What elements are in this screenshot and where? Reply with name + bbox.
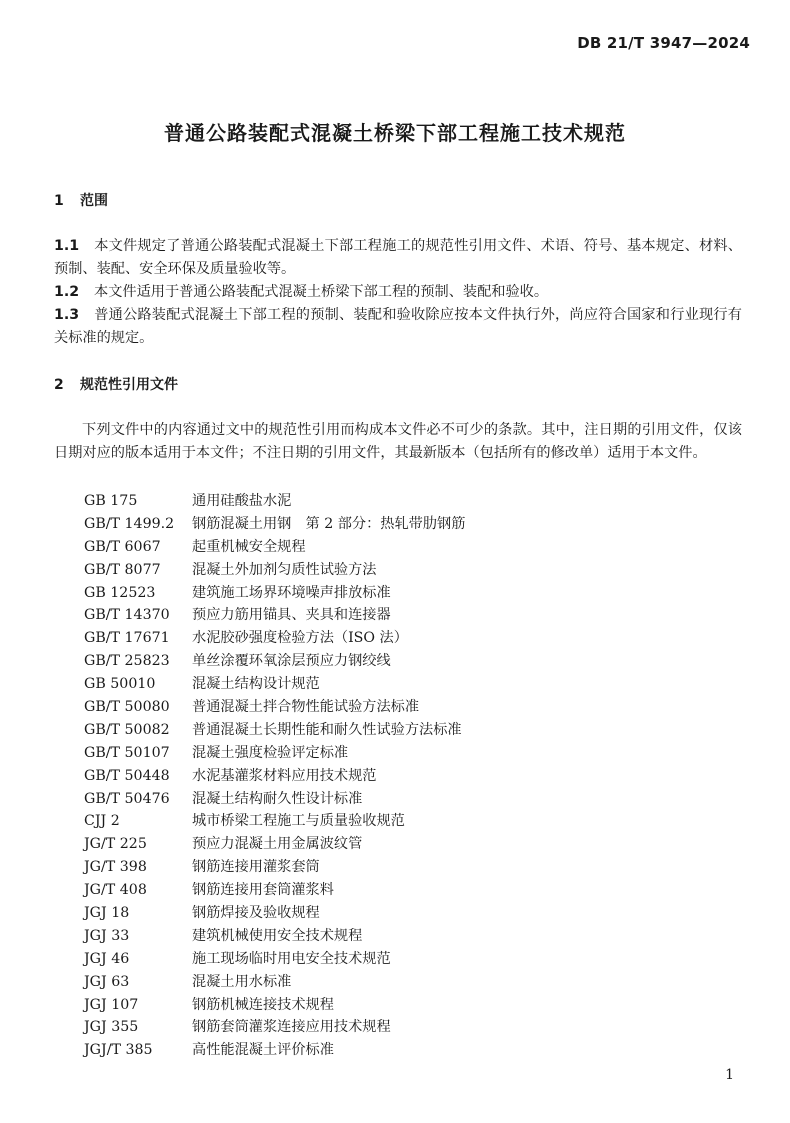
reference-title: 混凝土结构耐久性设计标准 <box>192 790 363 807</box>
reference-code: GB/T 50082 <box>84 721 170 738</box>
clause-1-3 <box>54 304 742 350</box>
reference-item <box>84 742 465 765</box>
reference-item <box>84 559 465 582</box>
reference-code: JGJ 33 <box>84 927 130 944</box>
reference-title: 建筑施工场界环境噪声排放标准 <box>192 584 391 601</box>
reference-list <box>84 490 465 1062</box>
reference-item <box>84 994 465 1017</box>
reference-item <box>84 1039 465 1062</box>
reference-title: 预应力混凝土用金属波纹管 <box>192 836 363 853</box>
reference-code: GB/T 50448 <box>84 767 170 784</box>
page-number: 1 <box>725 1067 734 1083</box>
reference-title: 钢筋套筒灌浆连接应用技术规程 <box>192 1019 391 1036</box>
reference-title: 普通混凝土拌合物性能试验方法标准 <box>192 699 420 716</box>
reference-item <box>84 582 465 605</box>
reference-title: 混凝土外加剂匀质性试验方法 <box>192 561 377 578</box>
clause-1-1-text: 本文件规定了普通公路装配式混凝土下部工程施工的规范性引用文件、术语、符号、基本规定、材料、预制、装配、安全环保及质量验收等。 <box>54 238 742 277</box>
section-2-heading <box>54 374 178 394</box>
reference-title: 建筑机械使用安全技术规程 <box>192 927 363 944</box>
reference-item <box>84 673 465 696</box>
reference-code: GB/T 50476 <box>84 790 170 807</box>
reference-item <box>84 810 465 833</box>
reference-item <box>84 604 465 627</box>
reference-item <box>84 513 465 536</box>
reference-title: 高性能混凝土评价标准 <box>192 1042 334 1059</box>
section-2-intro: 下列文件中的内容通过文中的规范性引用而构成本文件必不可少的条款。其中，注日期的引用文件，仅该日期对应的版本适用于本文件；不注日期的引用文件，其最新版本（包括所有的修改单）适用于本文件。 <box>54 422 742 461</box>
reference-code: GB/T 17671 <box>84 630 170 647</box>
reference-item <box>84 856 465 879</box>
clause-1-3-number: 1.3 <box>54 307 80 323</box>
reference-title: 水泥基灌浆材料应用技术规范 <box>192 767 377 784</box>
reference-item <box>84 833 465 856</box>
reference-item <box>84 650 465 673</box>
clause-1-2 <box>54 281 742 304</box>
reference-title: 起重机械安全规程 <box>192 538 306 555</box>
reference-item <box>84 948 465 971</box>
reference-item <box>84 765 465 788</box>
reference-title: 钢筋机械连接技术规程 <box>192 996 334 1013</box>
reference-code: GB/T 8077 <box>84 561 161 578</box>
reference-code: JG/T 398 <box>84 859 147 876</box>
reference-code: JG/T 225 <box>84 836 147 853</box>
clause-1-2-number: 1.2 <box>54 284 80 300</box>
reference-title: 钢筋混凝土用钢 第 2 部分：热轧带肋钢筋 <box>192 515 466 532</box>
clause-1-1 <box>54 235 742 281</box>
reference-title: 普通混凝土长期性能和耐久性试验方法标准 <box>192 721 462 738</box>
reference-code: GB/T 25823 <box>84 653 170 670</box>
reference-title: 钢筋连接用套筒灌浆料 <box>192 882 334 899</box>
reference-title: 混凝土强度检验评定标准 <box>192 744 349 761</box>
reference-title: 混凝土结构设计规范 <box>192 676 320 693</box>
reference-code: JGJ 355 <box>84 1019 139 1036</box>
reference-title: 混凝土用水标准 <box>192 973 292 990</box>
document-title: 普通公路装配式混凝土桥梁下部工程施工技术规范 <box>164 121 626 145</box>
reference-item <box>84 696 465 719</box>
reference-title: 预应力筋用锚具、夹具和连接器 <box>192 607 391 624</box>
reference-code: GB/T 50107 <box>84 744 170 761</box>
reference-code: GB/T 6067 <box>84 538 161 555</box>
reference-code: GB/T 14370 <box>84 607 170 624</box>
reference-title: 城市桥梁工程施工与质量验收规范 <box>192 813 405 830</box>
reference-title: 施工现场临时用电安全技术规范 <box>192 950 391 967</box>
reference-item <box>84 719 465 742</box>
reference-code: JGJ 63 <box>84 973 130 990</box>
reference-title: 水泥胶砂强度检验方法（ISO 法） <box>192 630 408 647</box>
reference-item <box>84 490 465 513</box>
reference-code: JGJ 107 <box>84 996 139 1013</box>
reference-title: 钢筋焊接及验收规程 <box>192 905 320 922</box>
reference-code: GB/T 50080 <box>84 699 170 716</box>
reference-code: JGJ 18 <box>84 905 130 922</box>
reference-title: 单丝涂覆环氧涂层预应力钢绞线 <box>192 653 391 670</box>
reference-item <box>84 971 465 994</box>
reference-code: JG/T 408 <box>84 882 147 899</box>
reference-item <box>84 925 465 948</box>
reference-code: GB 12523 <box>84 584 156 601</box>
clause-1-3-text: 普通公路装配式混凝土下部工程的预制、装配和验收除应按本文件执行外，尚应符合国家和行业现行有关标准的规定。 <box>54 307 742 346</box>
reference-item <box>84 788 465 811</box>
reference-item <box>84 879 465 902</box>
clause-1-1-number: 1.1 <box>54 238 80 254</box>
reference-code: CJJ 2 <box>84 813 120 830</box>
section-1-number: 1 <box>54 193 64 209</box>
standard-number: DB 21/T 3947—2024 <box>577 34 750 52</box>
reference-code: GB 50010 <box>84 676 156 693</box>
section-1-heading <box>54 190 108 210</box>
reference-item <box>84 902 465 925</box>
section-1-title: 范围 <box>80 193 108 209</box>
section-2-number: 2 <box>54 377 64 393</box>
reference-code: JGJ 46 <box>84 950 130 967</box>
reference-code: GB 175 <box>84 493 138 509</box>
reference-item <box>84 1016 465 1039</box>
reference-code: JGJ/T 385 <box>84 1042 153 1059</box>
section-2-title: 规范性引用文件 <box>80 377 178 393</box>
clause-1-2-text: 本文件适用于普通公路装配式混凝土桥梁下部工程的预制、装配和验收。 <box>94 284 549 300</box>
reference-item <box>84 627 465 650</box>
reference-title: 通用硅酸盐水泥 <box>192 493 292 509</box>
reference-title: 钢筋连接用灌浆套筒 <box>192 859 320 876</box>
reference-code: GB/T 1499.2 <box>84 515 175 532</box>
reference-item <box>84 536 465 559</box>
